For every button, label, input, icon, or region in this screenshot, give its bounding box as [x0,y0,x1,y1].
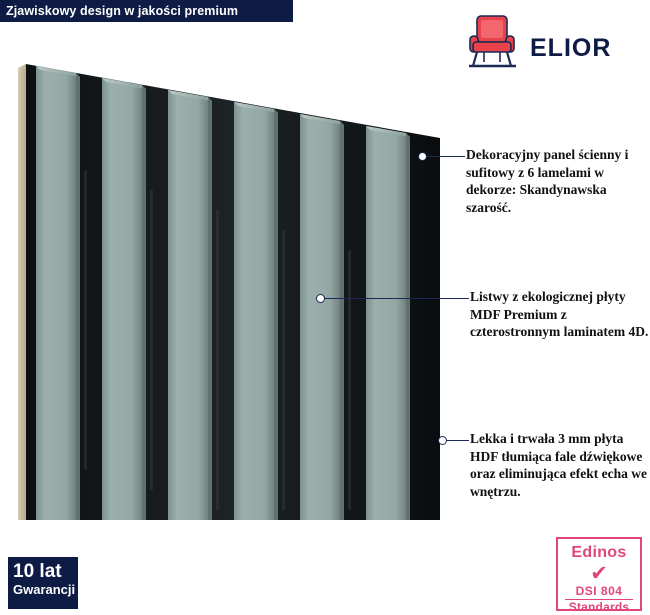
header-banner: Zjawiskowy design w jakości premium [0,0,293,22]
callout-board-description: Lekka i trwała 3 mm płyta HDF tłumiąca fale dźwiękowe oraz eliminująca efekt echa we wnętrzu. [470,431,647,499]
brand-name: ELIOR [530,34,612,62]
callout-slats-description: Listwy z ekologicznej płyty MDF Premium z czterostronnym laminatem 4D. [470,289,649,339]
callout-dot-board [438,436,447,445]
wall-panel-graphic [14,50,446,520]
callout-leader-slats [325,298,469,299]
edinos-code: DSI 804 [575,584,623,598]
callout-leader-panel [427,156,465,157]
product-illustration [14,50,446,520]
callout-dot-slats [316,294,325,303]
brand-logo [452,12,632,74]
callout-dot-panel [418,152,427,161]
edinos-standards-label: Standards [568,600,630,614]
check-icon: ✔ [590,562,608,585]
guarantee-badge [8,557,78,609]
edinos-brand: Edinos [571,544,627,561]
guarantee-label: Gwarancji [13,582,76,597]
edinos-standards-badge [556,537,642,614]
guarantee-years: 10 lat [13,561,62,582]
armchair-icon [464,12,526,72]
callout-leader-board [447,440,469,441]
callout-panel-description: Dekoracyjny panel ścienny i sufitowy z 6 lamelami w dekorze: Skandynawska szarość. [466,147,629,215]
